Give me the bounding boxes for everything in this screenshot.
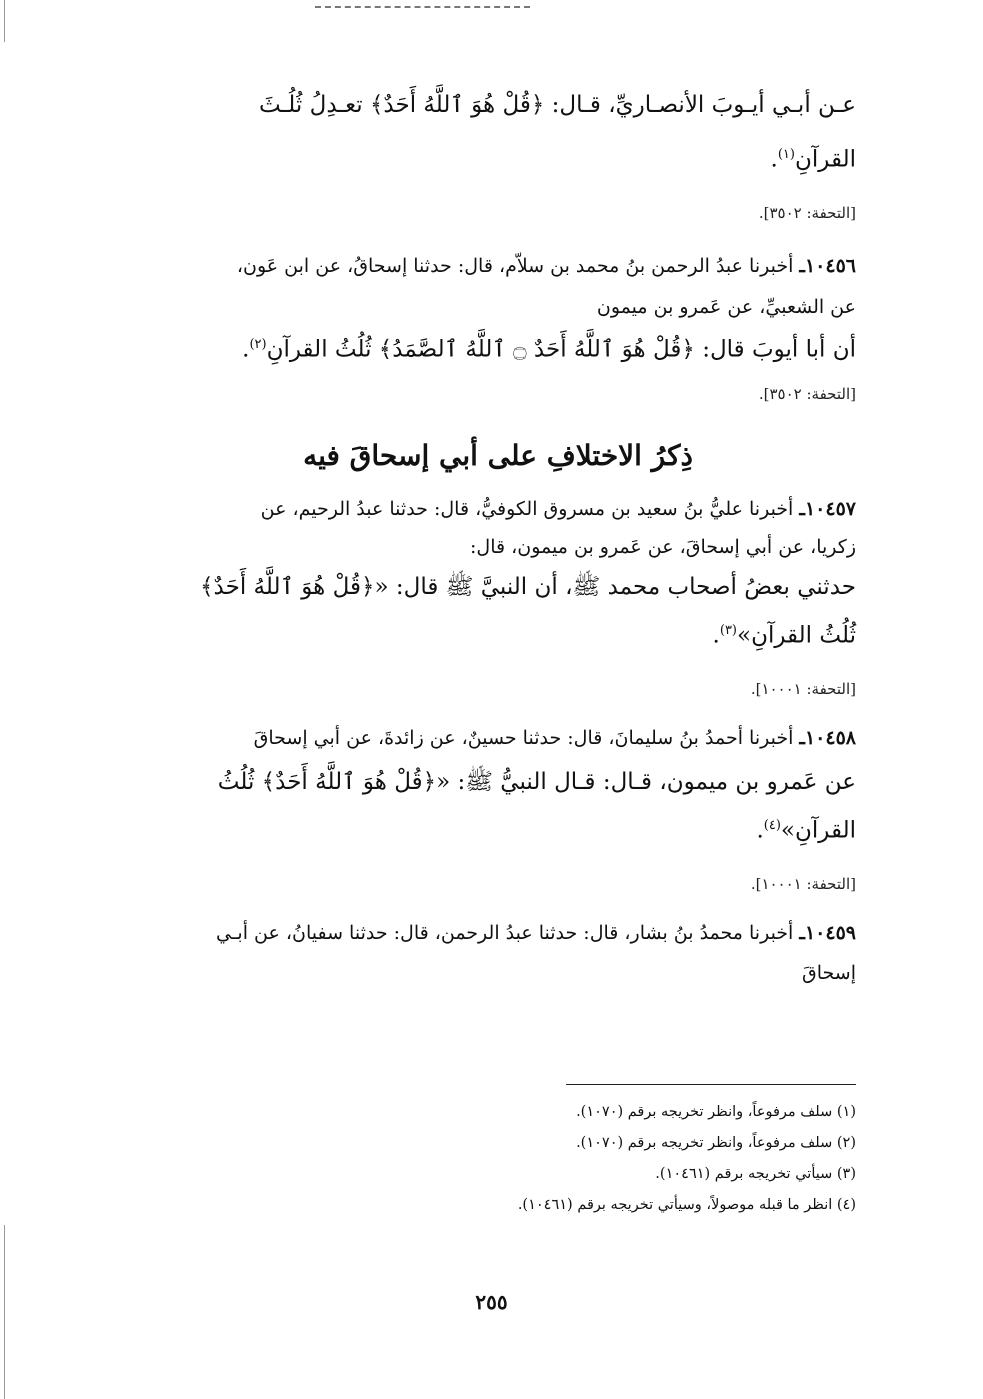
- hadith-line: ١٠٤٥٩ـ أخبرنا محمدُ بنُ بشار، قال: حدثنا عبدُ الرحمن، قال: حدثنا سفيانُ، عن أبـي: [216, 921, 856, 944]
- hadith-line: عن عَمرو بن ميمون، قـال: قـال النبيُّ ﷺ: «﴿قُلْ هُوَ ٱللَّهُ أَحَدٌ﴾ ثُلُثُ: [217, 768, 856, 795]
- footnote: (٤) انظر ما قبله موصولاً، وسيأتي تخريجه برقم (١٠٤٦١).: [517, 1197, 856, 1213]
- section-heading: ذِكرُ الاختلافِ على أبي إسحاقَ فيه: [303, 439, 693, 473]
- hadith-line: عـن أبـي أيـوبَ الأنصـاريِّ، قـال: ﴿قُلْ هُوَ ٱللَّهُ أَحَدٌ﴾ تعـدِلُ ثُلُـثَ: [258, 92, 856, 118]
- hadith-line: القرآنِ$^{(١)}$.: [770, 146, 856, 173]
- footnotes: [416, 1103, 856, 1227]
- footnote: (٢) سلف مرفوعاً، وانظر تخريجه برقم (١٠٧٠).: [576, 1135, 856, 1151]
- hadith-line: ثُلُثُ القرآنِ»$^{(٣)}$.: [712, 622, 856, 649]
- footnote-ref[interactable]: (١): [777, 147, 795, 162]
- hadith-line: زكريا، عن أبي إسحاقَ، عن عَمرو بن ميمون، قال:: [470, 536, 856, 559]
- footnote-separator: [566, 1084, 856, 1085]
- tuhfa-reference: [التحفة: ١٠٠٠١].: [750, 874, 856, 893]
- hadith-line: حدثني بعضُ أصحاب محمد ﷺ، أن النبيَّ ﷺ قال: «﴿قُلْ هُوَ ٱللَّهُ أَحَدٌ﴾: [200, 574, 856, 601]
- top-dashed-rule: [315, 6, 530, 8]
- footnote-ref[interactable]: (٢): [249, 336, 267, 352]
- footnote-ref[interactable]: (٣): [719, 623, 737, 639]
- tuhfa-reference: [التحفة: ٣٥٠٢].: [758, 203, 856, 222]
- tuhfa-reference: [التحفة: ٣٥٠٢].: [758, 385, 856, 404]
- hadith-line: عن الشعبيِّ، عن عَمرو بن ميمون: [596, 295, 856, 318]
- footnote: (١) سلف مرفوعاً، وانظر تخريجه برقم (١٠٧٠).: [576, 1104, 856, 1120]
- hadith-line: ١٠٤٥٦ـ أخبرنا عبدُ الرحمن بنُ محمد بن سلاّم، قال: حدثنا إسحاقُ، عن ابن عَون،: [236, 254, 856, 277]
- hadith-line: ١٠٤٥٧ـ أخبرنا عليُّ بنُ سعيد بن مسروق الكوفيُّ، قال: حدثنا عبدُ الرحيم، عن: [260, 498, 856, 521]
- hadith-number: ١٠٤٥٨ـ: [799, 726, 856, 749]
- hadith-line: ١٠٤٥٨ـ أخبرنا أحمدُ بنُ سليمانَ، قال: حدثنا حسينٌ، عن زائدةَ، عن أبي إسحاقَ: [253, 726, 856, 749]
- footnote: (٣) سيأتي تخريجه برقم (١٠٤٦١).: [655, 1166, 856, 1182]
- hadith-number: ١٠٤٥٦ـ: [799, 254, 856, 277]
- tuhfa-reference: [التحفة: ١٠٠٠١].: [750, 679, 856, 698]
- hadith-line: أن أبا أيوبَ قال: ﴿قُلْ هُوَ ٱللَّهُ أَحَدٌ ۝ ٱللَّهُ ٱلصَّمَدُ﴾ ثُلُثُ القرآنِ$^{(٢)}$.: [242, 336, 856, 363]
- page-number: ٢٥٥: [475, 1290, 508, 1314]
- hadith-line: القرآنِ»$^{(٤)}$.: [756, 817, 856, 844]
- footnote-ref[interactable]: (٤): [763, 817, 781, 833]
- hadith-number: ١٠٤٥٩ـ: [799, 921, 856, 944]
- page-body: [140, 80, 856, 986]
- hadith-line: إسحاقَ: [802, 961, 856, 984]
- hadith-number: ١٠٤٥٧ـ: [799, 498, 856, 521]
- page-edge-line: [4, 0, 5, 42]
